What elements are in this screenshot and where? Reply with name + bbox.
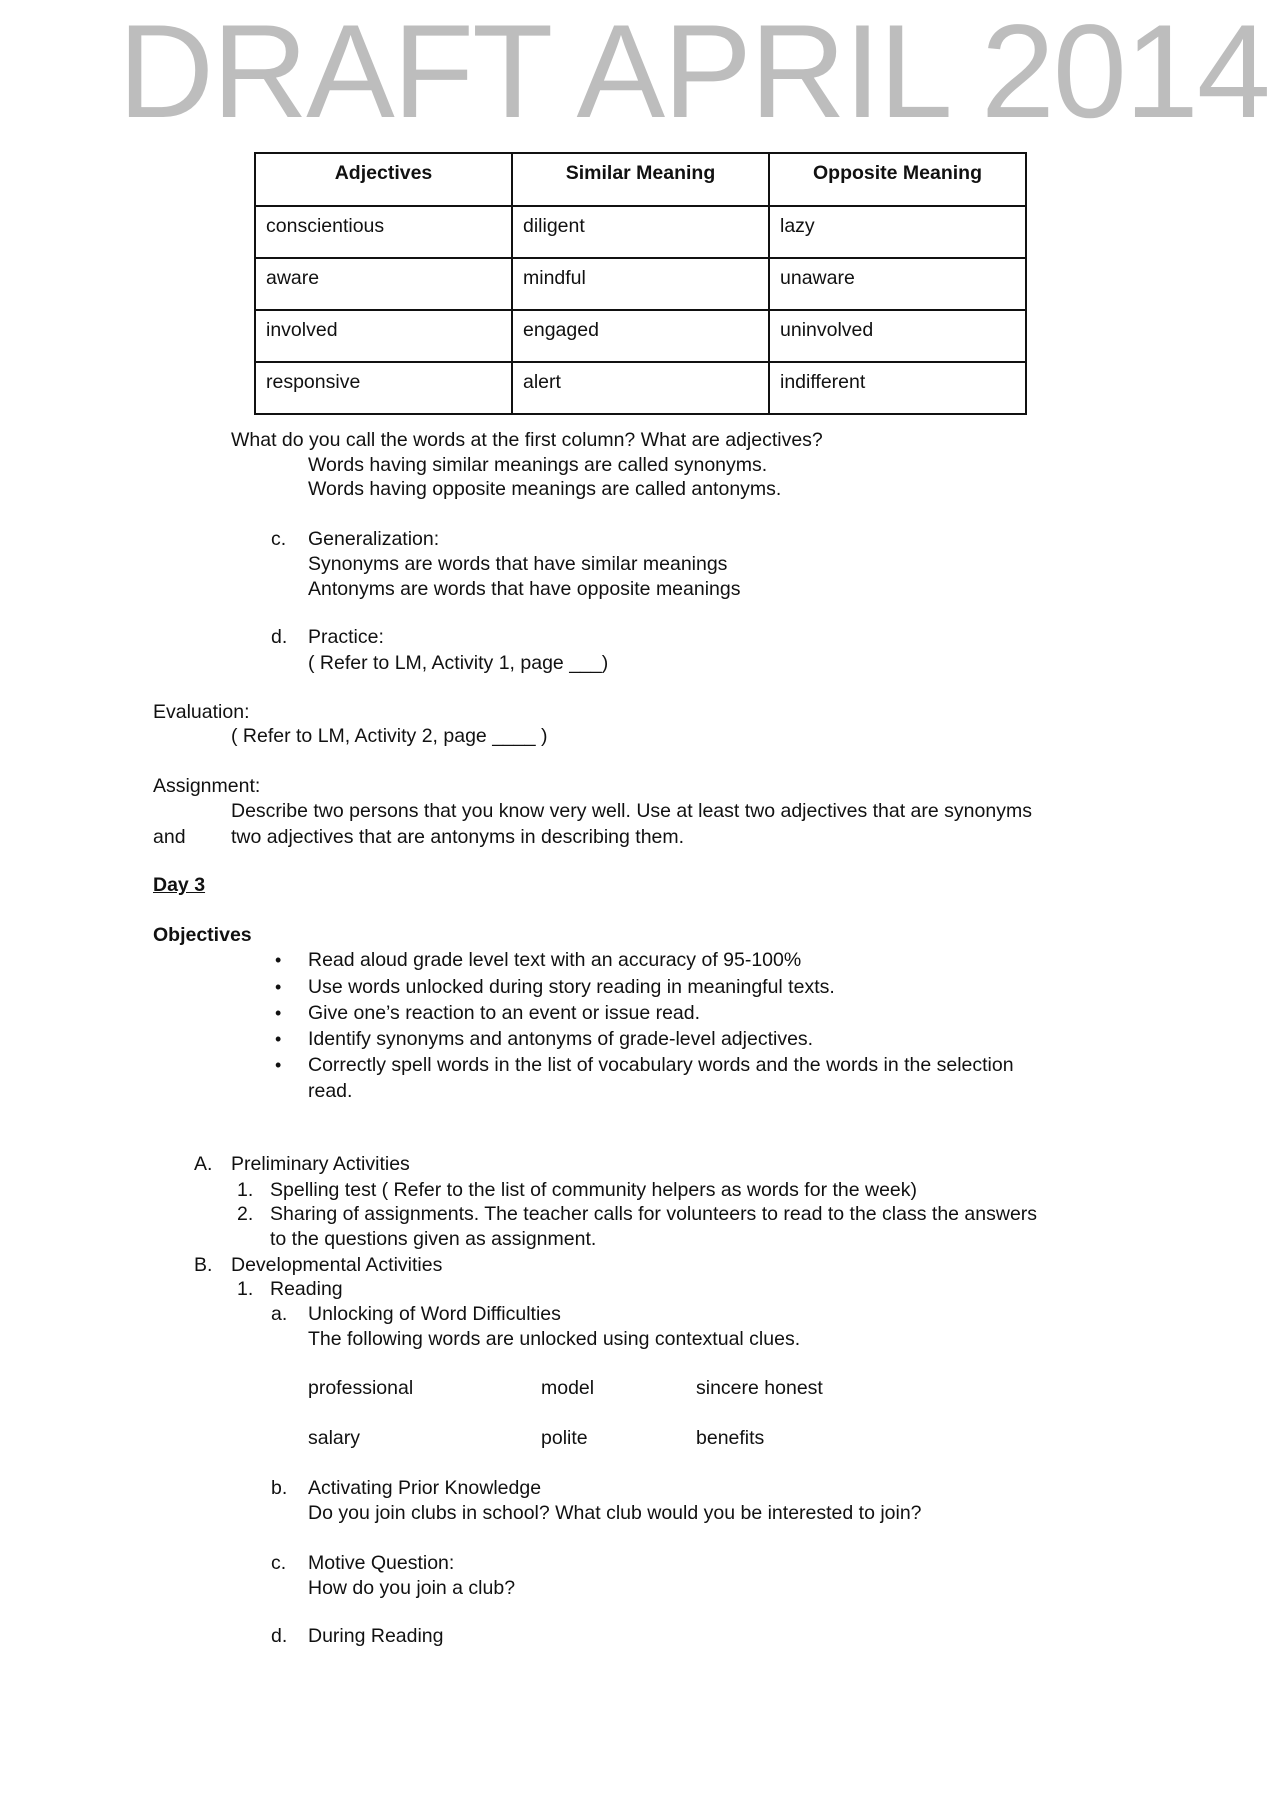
objective-item: Read aloud grade level text with an accuracy of 95-100% <box>308 949 802 971</box>
list-marker: 1. <box>237 1278 254 1300</box>
adjectives-table <box>254 152 1027 415</box>
vocabulary-word: professional <box>308 1377 414 1399</box>
vocabulary-word: model <box>541 1377 595 1399</box>
objective-item-continued: read. <box>308 1080 353 1102</box>
generalization-text: Antonyms are words that have opposite meanings <box>308 578 741 600</box>
column-header: Similar Meaning <box>512 153 769 206</box>
answer-text: Words having similar meanings are called synonyms. <box>308 454 768 476</box>
table-cell: engaged <box>512 310 769 362</box>
bullet-icon: • <box>275 977 282 997</box>
unlocking-heading: Unlocking of Word Difficulties <box>308 1303 561 1325</box>
vocabulary-word: sincere honest <box>696 1377 823 1399</box>
list-marker: d. <box>271 626 288 648</box>
vocabulary-word: salary <box>308 1427 361 1449</box>
table-cell: alert <box>512 362 769 414</box>
list-marker: B. <box>194 1254 213 1276</box>
table-cell: uninvolved <box>769 310 1026 362</box>
unlocking-text: The following words are unlocked using contextual clues. <box>308 1328 801 1350</box>
objectives-heading: Objectives <box>153 924 252 946</box>
bullet-icon: • <box>275 1029 282 1049</box>
bullet-icon: • <box>275 1003 282 1023</box>
answer-text: Words having opposite meanings are called antonyms. <box>308 478 782 500</box>
preliminary-item: Sharing of assignments. The teacher calls for volunteers to read to the class the answers <box>270 1203 1038 1225</box>
objective-item: Use words unlocked during story reading in meaningful texts. <box>308 976 835 998</box>
table-cell: mindful <box>512 258 769 310</box>
list-marker: b. <box>271 1477 288 1499</box>
list-marker: 2. <box>237 1203 254 1225</box>
motive-question-text: How do you join a club? <box>308 1577 516 1599</box>
list-marker: c. <box>271 528 287 550</box>
question-text: What do you call the words at the first column? What are adjectives? <box>231 429 823 451</box>
during-reading-heading: During Reading <box>308 1625 444 1647</box>
table-cell: responsive <box>255 362 512 414</box>
table-cell: indifferent <box>769 362 1026 414</box>
column-header: Adjectives <box>255 153 512 206</box>
day-heading: Day 3 <box>153 874 206 896</box>
practice-text: ( Refer to LM, Activity 1, page ___) <box>308 652 609 674</box>
prior-knowledge-text: Do you join clubs in school? What club would you be interested to join? <box>308 1502 922 1524</box>
practice-heading: Practice: <box>308 626 384 648</box>
table-cell: unaware <box>769 258 1026 310</box>
assignment-text: two adjectives that are antonyms in describing them. <box>231 826 685 848</box>
prior-knowledge-heading: Activating Prior Knowledge <box>308 1477 542 1499</box>
objective-item: Give one’s reaction to an event or issue read. <box>308 1002 701 1024</box>
table-row <box>255 310 1026 362</box>
list-marker: a. <box>271 1303 288 1325</box>
bullet-icon: • <box>275 950 282 970</box>
table-header-row <box>255 153 1026 206</box>
reading-heading: Reading <box>270 1278 343 1300</box>
column-header: Opposite Meaning <box>769 153 1026 206</box>
motive-question-heading: Motive Question: <box>308 1552 455 1574</box>
bullet-icon: • <box>275 1055 282 1075</box>
table-cell: aware <box>255 258 512 310</box>
assignment-text: Describe two persons that you know very well. Use at least two adjectives that are synonyms <box>231 800 1032 822</box>
evaluation-text: ( Refer to LM, Activity 2, page ____ ) <box>231 725 548 747</box>
assignment-text: and <box>153 826 186 848</box>
preliminary-item-continued: to the questions given as assignment. <box>270 1228 597 1250</box>
generalization-text: Synonyms are words that have similar meanings <box>308 553 728 575</box>
generalization-heading: Generalization: <box>308 528 440 550</box>
objective-item: Correctly spell words in the list of vocabulary words and the words in the selection <box>308 1054 1014 1076</box>
table-cell: involved <box>255 310 512 362</box>
list-marker: A. <box>194 1153 213 1175</box>
evaluation-heading: Evaluation: <box>153 701 250 723</box>
vocabulary-word: benefits <box>696 1427 765 1449</box>
table-row <box>255 362 1026 414</box>
table-cell: conscientious <box>255 206 512 258</box>
draft-watermark: DRAFT APRIL 2014 <box>118 0 1269 146</box>
table-cell: diligent <box>512 206 769 258</box>
vocabulary-word: polite <box>541 1427 588 1449</box>
assignment-heading: Assignment: <box>153 775 261 797</box>
table-cell: lazy <box>769 206 1026 258</box>
objective-item: Identify synonyms and antonyms of grade-level adjectives. <box>308 1028 814 1050</box>
list-marker: 1. <box>237 1179 254 1201</box>
preliminary-item: Spelling test ( Refer to the list of community helpers as words for the week) <box>270 1179 918 1201</box>
list-marker: d. <box>271 1625 288 1647</box>
table-row <box>255 258 1026 310</box>
developmental-heading: Developmental Activities <box>231 1254 443 1276</box>
list-marker: c. <box>271 1552 287 1574</box>
table-row <box>255 206 1026 258</box>
preliminary-heading: Preliminary Activities <box>231 1153 410 1175</box>
